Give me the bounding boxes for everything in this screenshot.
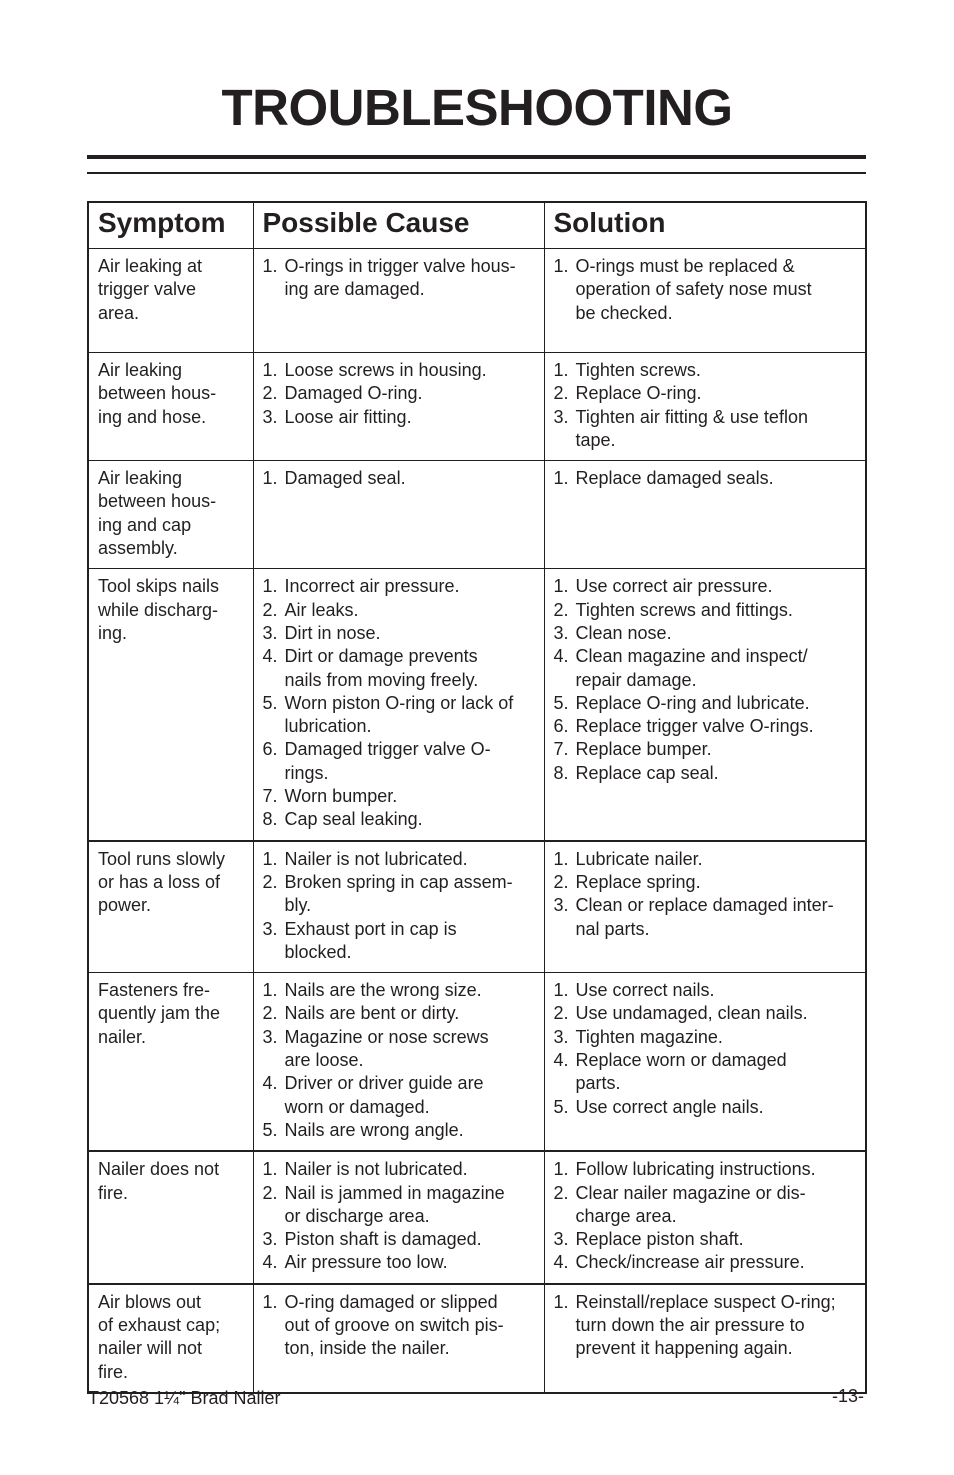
- cause-list: [263, 979, 538, 1142]
- solution-item-text: Replace O-ring.: [575, 383, 702, 404]
- cause-item: [263, 808, 538, 831]
- cause-item: [263, 1158, 538, 1181]
- solution-item-number: 4.: [553, 1050, 569, 1071]
- cause-item-text: Nailer is not lubricated.: [284, 848, 468, 869]
- cause-item: [263, 382, 538, 405]
- cause-item-number: 2.: [262, 871, 278, 892]
- cause-item-number: 1.: [262, 980, 278, 1001]
- solution-item-number: 5.: [553, 692, 569, 713]
- header-symptom: Symptom: [88, 202, 253, 249]
- cause-item: [263, 785, 538, 808]
- cause-item-text: Broken spring in cap assem- bly.: [284, 871, 513, 916]
- cause-item: [263, 1119, 538, 1142]
- title-rule-thick: [87, 155, 866, 159]
- cause-cell: [253, 569, 544, 841]
- solution-item-text: Check/increase air pressure.: [575, 1252, 805, 1273]
- cause-item-text: Worn bumper.: [284, 786, 398, 807]
- solution-item: [554, 645, 860, 692]
- solution-item-text: Lubricate nailer.: [575, 848, 703, 869]
- solution-cell: [544, 353, 866, 461]
- solution-item-text: Clean or replace damaged inter- nal parts.: [575, 895, 834, 939]
- solution-item-number: 1.: [553, 576, 569, 597]
- cause-item: [263, 871, 538, 918]
- cause-item-text: Damaged O-ring.: [284, 383, 423, 404]
- table-row: [88, 569, 866, 841]
- cause-item: [263, 255, 538, 302]
- cause-item-number: 1.: [262, 1159, 278, 1180]
- cause-item-number: 3.: [262, 1026, 278, 1047]
- footer-model: T20568 1¼" Brad Nailer: [88, 1388, 281, 1408]
- cause-item: [263, 1072, 538, 1119]
- cause-cell: [253, 841, 544, 973]
- cause-item-text: Piston shaft is damaged.: [284, 1229, 482, 1250]
- cause-item: [263, 1002, 538, 1025]
- cause-cell: [253, 973, 544, 1152]
- solution-item: [554, 1002, 860, 1025]
- cause-item: [263, 645, 538, 692]
- solution-item: [554, 1049, 860, 1096]
- solution-item-number: 5.: [553, 1096, 569, 1117]
- cause-item: [263, 467, 538, 490]
- cause-item-number: 8.: [262, 809, 278, 830]
- cause-cell: [253, 249, 544, 353]
- cause-item: [263, 1026, 538, 1073]
- table-row: [88, 461, 866, 569]
- solution-item-text: Tighten magazine.: [575, 1026, 723, 1047]
- solution-item-text: Replace O-ring and lubricate.: [575, 692, 810, 713]
- solution-item: [554, 1228, 860, 1251]
- cause-item-text: Nailer is not lubricated.: [284, 1159, 468, 1180]
- cause-item: [263, 979, 538, 1002]
- solution-list: [554, 848, 860, 941]
- solution-item-number: 3.: [553, 406, 569, 427]
- solution-item-text: Follow lubricating instructions.: [575, 1159, 816, 1180]
- solution-item: [554, 406, 860, 453]
- solution-item-text: Replace trigger valve O-rings.: [575, 716, 814, 737]
- cause-item-number: 4.: [262, 646, 278, 667]
- solution-item: [554, 1251, 860, 1274]
- cause-item-text: Nails are bent or dirty.: [284, 1003, 460, 1024]
- solution-item-text: Use undamaged, clean nails.: [575, 1003, 808, 1024]
- cause-item-number: 1.: [262, 468, 278, 489]
- solution-item: [554, 359, 860, 382]
- cause-item-text: O-rings in trigger valve hous- ing are damaged.: [284, 256, 516, 300]
- solution-item-number: 2.: [553, 1003, 569, 1024]
- solution-item: [554, 467, 860, 490]
- cause-item-text: Magazine or nose screws are loose.: [284, 1026, 489, 1071]
- solution-item: [554, 1026, 860, 1049]
- cause-item: [263, 622, 538, 645]
- solution-item: [554, 622, 860, 645]
- cause-list: [263, 255, 538, 302]
- solution-item: [554, 738, 860, 761]
- cause-item-number: 1.: [262, 576, 278, 597]
- troubleshooting-table: [87, 201, 867, 1394]
- table-row: [88, 1151, 866, 1283]
- cause-list: [263, 359, 538, 429]
- table-row: [88, 973, 866, 1152]
- solution-item: [554, 255, 860, 325]
- symptom-cell: Air leaking between hous- ing and hose.: [88, 353, 253, 461]
- solution-item: [554, 599, 860, 622]
- solution-item-number: 3.: [553, 622, 569, 643]
- solution-item-number: 7.: [553, 739, 569, 760]
- solution-item: [554, 575, 860, 598]
- solution-cell: [544, 1284, 866, 1393]
- solution-list: [554, 979, 860, 1119]
- solution-item: [554, 715, 860, 738]
- solution-item-number: 1.: [553, 360, 569, 380]
- page-title: TROUBLESHOOTING: [221, 79, 733, 136]
- cause-item-number: 2.: [262, 599, 278, 620]
- cause-item-text: Cap seal leaking.: [284, 809, 423, 830]
- cause-item-text: Driver or driver guide are worn or damaged.: [284, 1073, 484, 1117]
- solution-item: [554, 848, 860, 871]
- cause-item-text: Nails are wrong angle.: [284, 1119, 464, 1140]
- solution-item-text: Clean magazine and inspect/ repair damage.: [575, 646, 808, 690]
- solution-item-text: Replace cap seal.: [575, 762, 719, 783]
- solution-item-text: Reinstall/replace suspect O-ring; turn down the air pressure to prevent it happening again.: [575, 1291, 836, 1359]
- cause-item-number: 1.: [262, 360, 278, 380]
- solution-item-number: 3.: [553, 1229, 569, 1250]
- solution-item-number: 3.: [553, 1026, 569, 1047]
- cause-item-text: Dirt or damage prevents nails from moving freely.: [284, 646, 479, 690]
- cause-item: [263, 1291, 538, 1361]
- header-possible-cause: Possible Cause: [253, 202, 544, 249]
- header-solution: Solution: [544, 202, 866, 249]
- cause-item-number: 3.: [262, 622, 278, 643]
- solution-item-text: O-rings must be replaced & operation of safety nose must be checked.: [575, 256, 812, 323]
- solution-cell: [544, 461, 866, 569]
- cause-item-number: 3.: [262, 1229, 278, 1250]
- cause-item: [263, 738, 538, 785]
- solution-item-text: Use correct angle nails.: [575, 1096, 764, 1117]
- solution-item-text: Replace spring.: [575, 871, 701, 892]
- solution-item: [554, 1096, 860, 1119]
- solution-item-number: 8.: [553, 762, 569, 783]
- cause-item-number: 7.: [262, 786, 278, 807]
- solution-cell: [544, 841, 866, 973]
- solution-item-number: 4.: [553, 1252, 569, 1273]
- symptom-cell: Air leaking at trigger valve area.: [88, 249, 253, 353]
- cause-item-number: 5.: [262, 692, 278, 713]
- cause-item-text: Air leaks.: [284, 599, 359, 620]
- table-row: [88, 353, 866, 461]
- solution-item-text: Replace worn or damaged parts.: [575, 1050, 787, 1094]
- cause-item-text: Worn piston O-ring or lack of lubrication.: [284, 692, 514, 737]
- cause-item: [263, 918, 538, 965]
- cause-item-number: 4.: [262, 1073, 278, 1094]
- solution-item-text: Clear nailer magazine or dis- charge area.: [575, 1182, 806, 1226]
- cause-item: [263, 692, 538, 739]
- cause-item: [263, 575, 538, 598]
- table-row: [88, 249, 866, 353]
- solution-item-text: Tighten air fitting & use teflon tape.: [575, 406, 808, 450]
- cause-cell: [253, 1284, 544, 1393]
- solution-list: [554, 1158, 860, 1274]
- solution-item-number: 1.: [553, 1159, 569, 1180]
- solution-item: [554, 979, 860, 1002]
- solution-cell: [544, 1151, 866, 1283]
- solution-item-number: 6.: [553, 716, 569, 737]
- cause-item: [263, 406, 538, 429]
- solution-item-text: Tighten screws.: [575, 360, 701, 380]
- solution-item-text: Clean nose.: [575, 622, 672, 643]
- cause-item-number: 4.: [262, 1252, 278, 1273]
- solution-item-text: Replace piston shaft.: [575, 1229, 744, 1250]
- solution-item-number: 2.: [553, 383, 569, 404]
- cause-item-number: 3.: [262, 918, 278, 939]
- symptom-cell: Tool skips nails while discharg- ing.: [88, 569, 253, 841]
- solution-item: [554, 382, 860, 405]
- cause-item-text: Loose air fitting.: [284, 406, 412, 427]
- page-number: -13-: [831, 1386, 864, 1406]
- cause-item-text: Exhaust port in cap is blocked.: [284, 918, 457, 962]
- cause-item: [263, 1228, 538, 1251]
- solution-list: [554, 575, 860, 785]
- solution-item: [554, 692, 860, 715]
- solution-item: [554, 1158, 860, 1181]
- symptom-cell: Fasteners fre- quently jam the nailer.: [88, 973, 253, 1152]
- solution-cell: [544, 249, 866, 353]
- cause-item-number: 5.: [262, 1119, 278, 1140]
- cause-item-text: Incorrect air pressure.: [284, 576, 460, 597]
- table-body: [88, 249, 866, 1393]
- solution-item-number: 1.: [553, 980, 569, 1001]
- cause-cell: [253, 461, 544, 569]
- symptom-cell: Air leaking between hous- ing and cap assembly.: [88, 461, 253, 569]
- cause-item: [263, 599, 538, 622]
- solution-cell: [544, 569, 866, 841]
- symptom-cell: Air blows out of exhaust cap; nailer will not fire.: [88, 1284, 253, 1393]
- solution-item-text: Tighten screws and fittings.: [575, 599, 793, 620]
- solution-item-text: Use correct nails.: [575, 980, 715, 1001]
- cause-item-text: Dirt in nose.: [284, 622, 381, 643]
- solution-item-text: Replace bumper.: [575, 739, 712, 760]
- solution-item-number: 1.: [553, 1291, 569, 1312]
- solution-cell: [544, 973, 866, 1152]
- cause-item-text: Nails are the wrong size.: [284, 980, 482, 1001]
- solution-item-number: 1.: [553, 468, 569, 489]
- cause-item-text: Damaged seal.: [284, 468, 406, 489]
- solution-list: [554, 467, 860, 490]
- table-header-row: [88, 202, 866, 249]
- cause-item: [263, 359, 538, 382]
- solution-item: [554, 871, 860, 894]
- cause-item: [263, 1182, 538, 1229]
- cause-item-number: 1.: [262, 1291, 278, 1312]
- cause-list: [263, 848, 538, 964]
- symptom-cell: Nailer does not fire.: [88, 1151, 253, 1283]
- table-row: [88, 841, 866, 973]
- solution-item-number: 3.: [553, 895, 569, 916]
- solution-list: [554, 359, 860, 452]
- solution-item-number: 2.: [553, 871, 569, 892]
- cause-item-text: O-ring damaged or slipped out of groove on switch pis- ton, inside the nailer.: [284, 1291, 504, 1359]
- cause-item-text: Damaged trigger valve O- rings.: [284, 739, 491, 783]
- cause-item: [263, 1251, 538, 1274]
- cause-item-number: 6.: [262, 739, 278, 760]
- solution-item: [554, 1182, 860, 1229]
- cause-list: [263, 575, 538, 831]
- symptom-cell: Tool runs slowly or has a loss of power.: [88, 841, 253, 973]
- cause-item-number: 2.: [262, 1003, 278, 1024]
- solution-item-text: Replace damaged seals.: [575, 468, 774, 489]
- solution-item-number: 2.: [553, 599, 569, 620]
- cause-cell: [253, 353, 544, 461]
- title-rule-thin: [87, 172, 866, 174]
- solution-item: [554, 762, 860, 785]
- cause-item-number: 1.: [262, 256, 278, 276]
- solution-item: [554, 894, 860, 941]
- solution-item-number: 4.: [553, 646, 569, 667]
- solution-item-number: 1.: [553, 848, 569, 869]
- cause-item-text: Air pressure too low.: [284, 1252, 448, 1273]
- solution-list: [554, 1291, 860, 1361]
- solution-item: [554, 1291, 860, 1361]
- table-row: [88, 1284, 866, 1393]
- cause-item-text: Nail is jammed in magazine or discharge area.: [284, 1182, 505, 1226]
- cause-list: [263, 467, 538, 490]
- cause-item-text: Loose screws in housing.: [284, 360, 487, 380]
- solution-item-number: 2.: [553, 1182, 569, 1203]
- solution-item-text: Use correct air pressure.: [575, 576, 773, 597]
- cause-item-number: 2.: [262, 1182, 278, 1203]
- cause-list: [263, 1291, 538, 1361]
- cause-item-number: 3.: [262, 406, 278, 427]
- cause-cell: [253, 1151, 544, 1283]
- cause-item: [263, 848, 538, 871]
- solution-list: [554, 255, 860, 325]
- cause-item-number: 1.: [262, 848, 278, 869]
- cause-list: [263, 1158, 538, 1274]
- solution-item-number: 1.: [553, 256, 569, 276]
- cause-item-number: 2.: [262, 383, 278, 404]
